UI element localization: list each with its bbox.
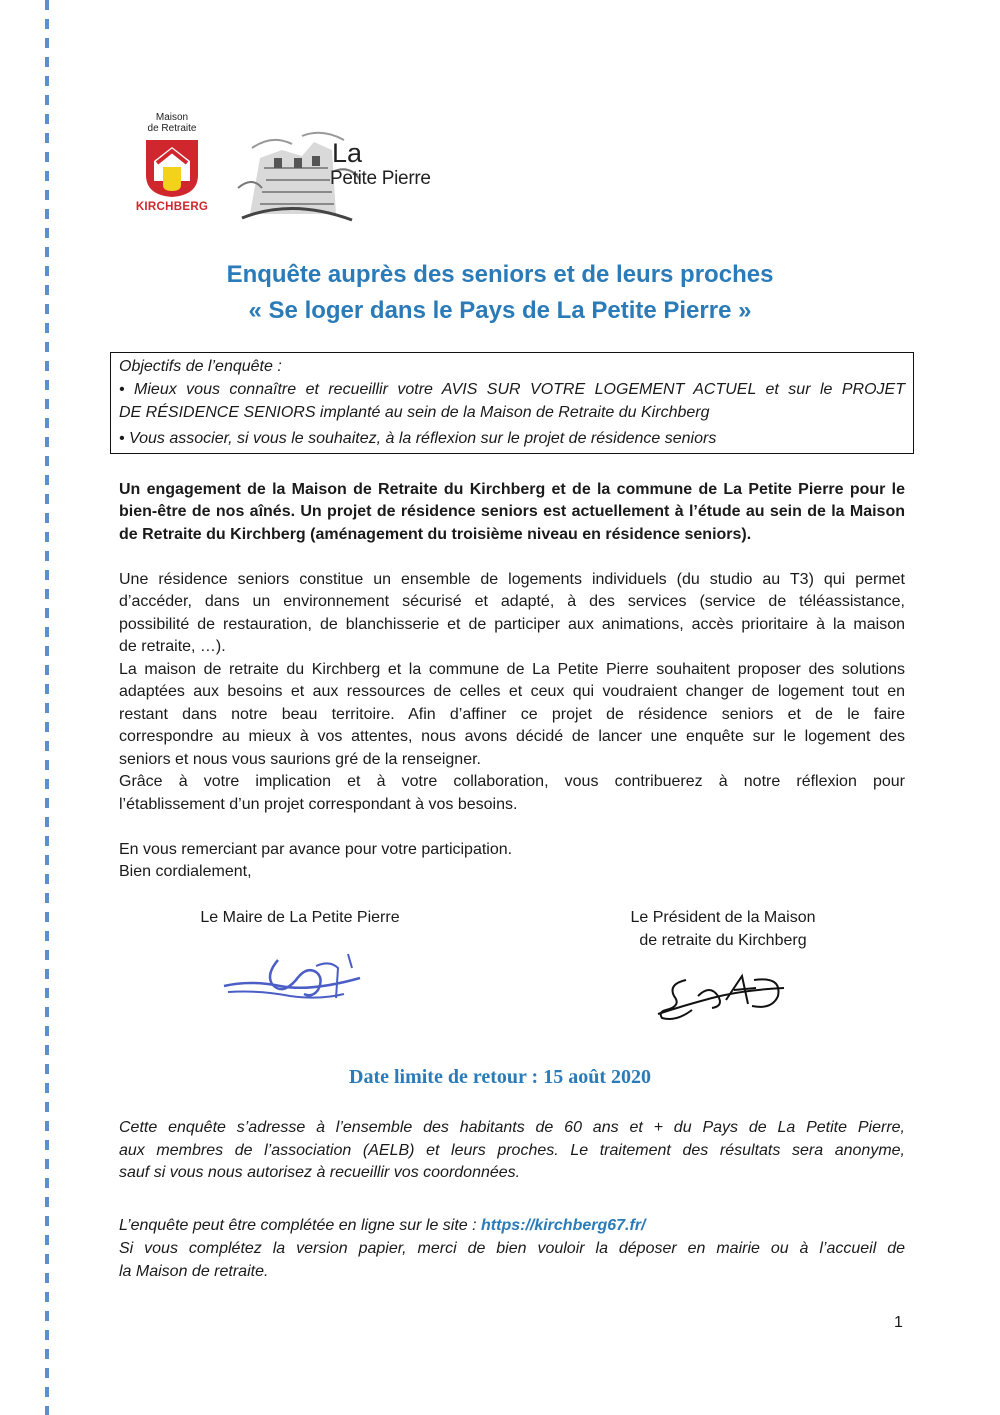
logo-name: KIRCHBERG <box>135 201 209 213</box>
signature-left-title: Le Maire de La Petite Pierre <box>200 909 400 926</box>
closing-line1: En vous remerciant par avance pour votre participation. <box>119 841 513 858</box>
body-line7: restant dans notre beau territoire. Afin d’affiner ce projet de résidence seniors et de le faire <box>119 706 905 723</box>
footer-line2: aux membres de l’association (AELB) et leurs proches. Le traitement des résultats sera anonyme, <box>119 1142 905 1159</box>
margin-dashed-line <box>45 0 49 1415</box>
objectives-line1: • Mieux vous connaître et recueillir votre AVIS SUR VOTRE LOGEMENT ACTUEL et sur le PROJET <box>119 381 905 398</box>
deadline: Date limite de retour : 15 août 2020 <box>349 1066 651 1088</box>
footer-line3: sauf si vous nous autorisez à recueillir vos coordonnées. <box>119 1164 521 1181</box>
body-line1: Une résidence seniors constitue un ensemble de logements individuels (du studio au T3) qui permet <box>119 571 905 588</box>
mayor-signature <box>220 946 370 1006</box>
logo-petite-pierre: Petite Pierre <box>330 168 431 189</box>
body-line4: de retraite, …). <box>119 638 226 655</box>
title-line2: « Se loger dans le Pays de La Petite Pierre » <box>248 297 752 324</box>
logo-line1: Maison <box>155 112 189 123</box>
la-petite-pierre-logo <box>232 128 444 224</box>
kirchberg-logo <box>128 112 216 230</box>
body-line3: possibilité de restauration, de blanchisserie et de participer aux animations, accès prioritaire à la maison <box>119 616 905 633</box>
body-line8: correspondre au mieux à vos attentes, nous avons décidé de lancer une enquête sur le logement des <box>119 728 905 745</box>
page-number: 1 <box>894 1314 903 1331</box>
online-line <box>119 1215 646 1238</box>
objectives-line3: • Vous associer, si vous le souhaitez, à la réflexion sur le projet de résidence seniors <box>119 430 717 447</box>
objectives-line2: DE RÉSIDENCE SENIORS implanté au sein de la Maison de Retraite du Kirchberg <box>119 404 710 421</box>
president-signature <box>652 966 792 1026</box>
paper-line2: la Maison de retraite. <box>119 1263 269 1280</box>
body-line2: d’accéder, dans un environnement sécurisé et adapté, à des services (service de téléassistance, <box>119 593 905 610</box>
footer-line1: Cette enquête s’adresse à l’ensemble des habitants de 60 ans et + du Pays de La Petite Pierre, <box>119 1119 905 1136</box>
house-shield-icon <box>143 137 201 199</box>
website-link[interactable]: https://kirchberg67.fr/ <box>481 1217 646 1234</box>
body-line5: La maison de retraite du Kirchberg et la commune de La Petite Pierre souhaitent proposer des solutions <box>119 661 905 678</box>
body-line11: l’établissement d’un projet correspondant à vos besoins. <box>119 796 518 813</box>
logo-la: La <box>332 138 363 168</box>
title-line1: Enquête auprès des seniors et de leurs proches <box>226 261 774 288</box>
signature-right-title-line1: Le Président de la Maison <box>630 909 816 926</box>
objectives-heading: Objectifs de l’enquête : <box>119 358 282 375</box>
signature-right-title-line2: de retraite du Kirchberg <box>639 932 807 949</box>
online-prefix: L’enquête peut être complétée en ligne sur le site : <box>119 1217 482 1234</box>
paper-line1: Si vous complétez la version papier, merci de bien vouloir la déposer en mairie ou à l’accueil de <box>119 1240 905 1257</box>
body-line10: Grâce à votre implication et à votre collaboration, vous contribuerez à notre réflexion pour <box>119 773 905 790</box>
body-line9: seniors et nous vous saurions gré de la renseigner. <box>119 751 481 768</box>
intro-line1: Un engagement de la Maison de Retraite du Kirchberg et de la commune de La Petite Pierre pour le <box>119 481 905 498</box>
body-line6: adaptées aux besoins et aux ressources de celles et ceux qui voudraient changer de logement tout en <box>119 683 905 700</box>
logo-line2: de Retraite <box>147 123 197 134</box>
intro-line2: bien-être de nos aînés. Un projet de résidence seniors est actuellement à l’étude au sein de la Maison <box>119 503 905 520</box>
closing-line2: Bien cordialement, <box>119 863 252 880</box>
intro-line3: de Retraite du Kirchberg (aménagement du troisième niveau en résidence seniors). <box>119 526 752 543</box>
